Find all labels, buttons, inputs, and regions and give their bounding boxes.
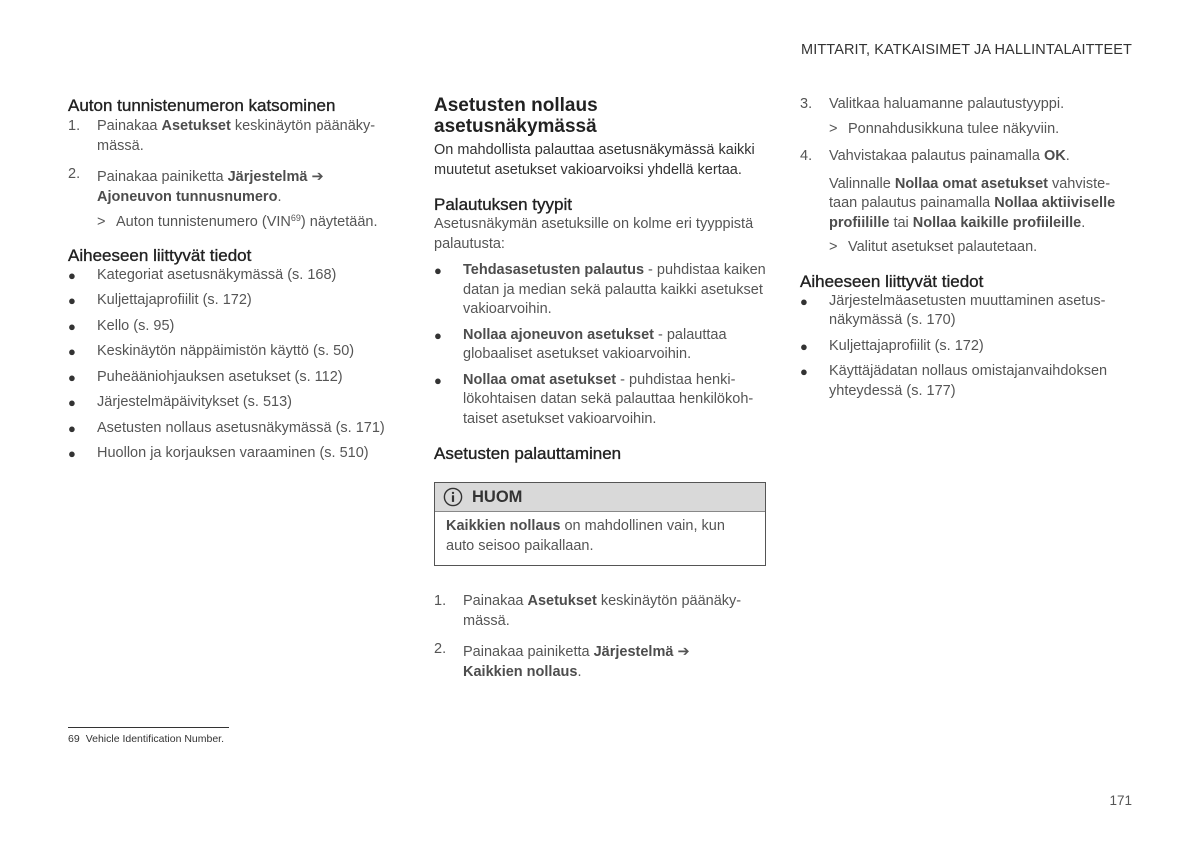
bullet-icon: ● — [68, 344, 76, 359]
footnote: 69 Vehicle Identification Number. — [68, 733, 225, 745]
note-header — [435, 483, 765, 512]
column-left — [68, 95, 398, 464]
bullet-icon: ● — [800, 338, 808, 354]
bullet-icon: ● — [68, 420, 76, 436]
column-right — [800, 95, 1130, 401]
page-number: 171 — [1109, 793, 1132, 808]
list-item: ● Puheääniohjauksen asetukset (s. 112) — [68, 368, 398, 388]
bullet-icon: ● — [800, 293, 808, 309]
footnote-divider — [68, 727, 229, 728]
note-body: Kaikkien nollaus on mahdollinen vain, kun auto seisoo paikallaan. — [446, 518, 725, 554]
list-item: ● Nollaa ajoneuvon asetukset - palauttaa globaaliset asetukset vakioarvoihin. — [434, 326, 768, 365]
list-item: ● Asetusten nollaus asetusnäkymässä (s. 171) — [68, 419, 398, 439]
list-item: ● Nollaa omat asetukset - puhdistaa henki-lökohtaisen datan sekä palauttaa henkilökoh-taiset asetukset vakioarvoihin. — [434, 371, 768, 430]
restore-step-4: 4. Vahvistakaa palautus painamalla OK. — [800, 148, 1070, 164]
related-heading-right: Aiheeseen liittyvät tiedot — [800, 271, 984, 291]
list-item: ● Tehdasasetusten palautus - puhdistaa kaiken datan ja median sekä palautta kaikki asetukset vakioarvoihin. — [434, 261, 768, 320]
step-2: 2. Painakaa painiketta Järjestelmä ➔ Ajoneuvon tunnusnumero. — [68, 166, 324, 205]
bullet-icon: ● — [68, 446, 76, 461]
list-item: ● Huollon ja korjauksen varaaminen (s. 510) — [68, 444, 398, 464]
note-box — [434, 482, 766, 566]
bullet-icon: ● — [68, 369, 76, 385]
page-title: Asetusten nollaus asetusnäkymässä — [434, 95, 598, 137]
list-item: ● Keskinäytön näppäimistön käyttö (s. 50) — [68, 342, 398, 362]
list-item: ● Kategoriat asetusnäkymässä (s. 168) — [68, 266, 398, 286]
restore-heading: Asetusten palauttaminen — [434, 444, 622, 463]
related-list — [68, 266, 398, 464]
list-item: ● Käyttäjädatan nollaus omistajanvaihdoksen yhteydessä (s. 177) — [800, 362, 1130, 401]
bullet-icon: ● — [68, 395, 76, 410]
column-middle — [434, 95, 768, 682]
arrow-right-icon: ➔ — [677, 644, 690, 660]
step-1: 1. Painakaa Asetukset keskinäytön päänäky-mässä. — [68, 118, 376, 154]
restore-step-4-result: > Valitut asetukset palautetaan. — [829, 239, 1038, 255]
bullet-icon: ● — [68, 267, 76, 283]
related-list-right — [800, 292, 1130, 402]
restore-step-3-result: > Ponnahdusikkuna tulee näkyviin. — [829, 120, 1060, 137]
list-item: ● Kuljettajaprofiilit (s. 172) — [68, 291, 398, 311]
types-list — [434, 261, 768, 429]
related-heading: Aiheeseen liittyvät tiedot — [68, 245, 252, 265]
chapter-header: MITTARIT, KATKAISIMET JA HALLINTALAITTEET — [801, 42, 1132, 58]
list-item: ● Järjestelmäasetusten muuttaminen asetus-näkymässä (s. 170) — [800, 292, 1130, 331]
restore-step-3: 3. Valitkaa haluamanne palautustyyppi. — [800, 96, 1065, 112]
types-heading: Palautuksen tyypit — [434, 195, 572, 214]
bullet-icon: ● — [434, 327, 442, 343]
intro-text: On mahdollista palauttaa asetusnäkymässä kaikki muutetut asetukset vakioarvoiksi yhdellä kertaa. — [434, 142, 755, 178]
restore-step-1: 1. Painakaa Asetukset keskinäytön päänäky-mässä. — [434, 593, 742, 629]
bullet-icon: ● — [800, 364, 808, 379]
arrow-right-icon: ➔ — [311, 169, 324, 185]
restore-step-4-detail: Valinnalle Nollaa omat asetukset vahviste-taan palautus painamalla Nollaa aktiiviselle profiilille tai Nollaa kaikille profiileille. — [829, 175, 1116, 231]
restore-step-2: 2. Painakaa painiketta Järjestelmä ➔ Kaikkien nollaus. — [434, 641, 690, 680]
info-icon — [443, 487, 463, 507]
bullet-icon: ● — [434, 372, 442, 388]
list-item: ● Järjestelmäpäivitykset (s. 513) — [68, 393, 398, 413]
step-2-result: > Auton tunnistenumero (VIN$^{69}$) näytetään. — [97, 213, 378, 230]
list-item: ● Kello (s. 95) — [68, 317, 398, 337]
footnote-ref: 69 — [290, 213, 301, 223]
bullet-icon: ● — [68, 293, 76, 308]
section-heading-vin: Auton tunnistenumeron katsominen — [68, 96, 336, 115]
types-intro: Asetusnäkymän asetuksille on kolme eri tyyppistä palautusta: — [434, 216, 754, 252]
note-title: HUOM — [472, 487, 523, 506]
bullet-icon: ● — [68, 318, 76, 334]
list-item: ● Kuljettajaprofiilit (s. 172) — [800, 337, 1130, 357]
bullet-icon: ● — [434, 263, 442, 278]
